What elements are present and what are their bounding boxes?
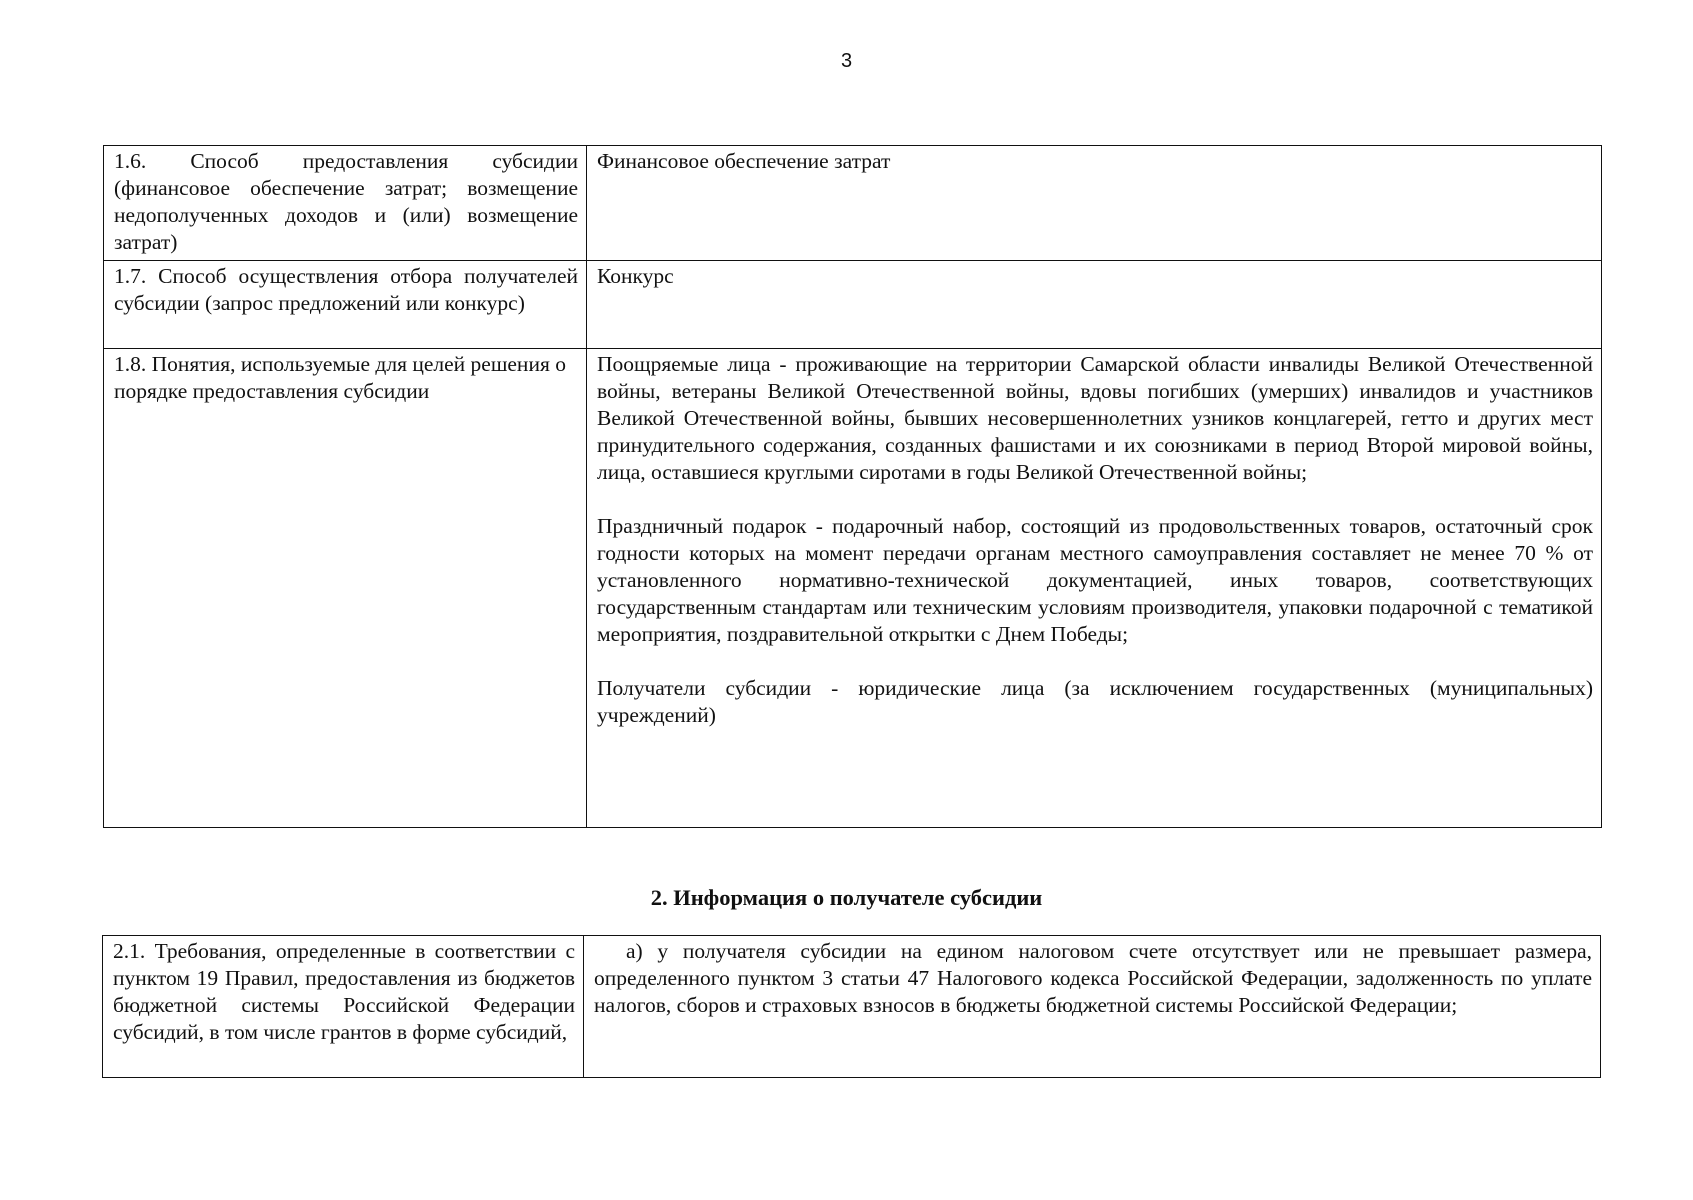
row-label-cell: 1.8. Понятия, используемые для целей решения о порядке предоставления субсидии [104, 349, 587, 828]
row-value-cell [587, 349, 1602, 828]
requirement-paragraph: а) у получателя субсидии на едином налоговом счете отсутствует или не превышает размера, определенного пунктом 3 статьи 47 Налогового кодекса Российской Федерации, задолженность по уплате налогов, сборов и страховых взносов в бюджеты бюджетной системы Российской Федерации; [594, 939, 1592, 1017]
row-value-cell [587, 146, 1602, 261]
definition-paragraph: Праздничный подарок - подарочный набор, состоящий из продовольственных товаров, остаточный срок годности которых на момент передачи органам местного самоуправления составляет не менее 70 % от установленного нормативно-технической документацией, иных товаров, соответствующих государственным стандартам или техническим условиям производителя, упаковки подарочной с тематикой мероприятия, поздравительной открытки с Днем Победы; [597, 514, 1593, 646]
row-value-cell [587, 261, 1602, 349]
value-paragraph: Финансовое обеспечение затрат [597, 149, 891, 173]
table-row [104, 146, 1602, 261]
definition-paragraph: Поощряемые лица - проживающие на территории Самарской области инвалиды Великой Отечественной войны, ветераны Великой Отечественной войны, вдовы погибших (умерших) инвалидов и участников Великой Отечественной войны, бывших несовершеннолетних узников концлагерей, гетто и других мест принудительного содержания, созданных фашистами и их союзниками в период Второй мировой войны, лица, оставшиеся круглыми сиротами в годы Великой Отечественной войны; [597, 352, 1593, 484]
row-label-cell: 2.1. Требования, определенные в соответствии с пунктом 19 Правил, предоставления из бюджетов бюджетной системы Российской Федерации субсидий, в том числе грантов в форме субсидий, [103, 936, 584, 1078]
section-heading: 2. Информация о получателе субсидии [650, 885, 1043, 910]
row-value-cell [584, 936, 1601, 1078]
recipient-info-table [102, 935, 1601, 1078]
definition-paragraph: Получатели субсидии - юридические лица (за исключением государственных (муниципальных) учреждений) [597, 676, 1593, 727]
table-row [104, 349, 1602, 828]
value-paragraph: Конкурс [597, 264, 674, 288]
row-label-cell: 1.6. Способ предоставления субсидии (финансовое обеспечение затрат; возмещение недополученных доходов и (или) возмещение затрат) [104, 146, 587, 261]
table-row [103, 936, 1601, 1078]
row-label-cell: 1.7. Способ осуществления отбора получателей субсидии (запрос предложений или конкурс) [104, 261, 587, 349]
table-row [104, 261, 1602, 349]
page-number: 3 [840, 50, 853, 72]
subsidy-info-table [103, 145, 1602, 828]
